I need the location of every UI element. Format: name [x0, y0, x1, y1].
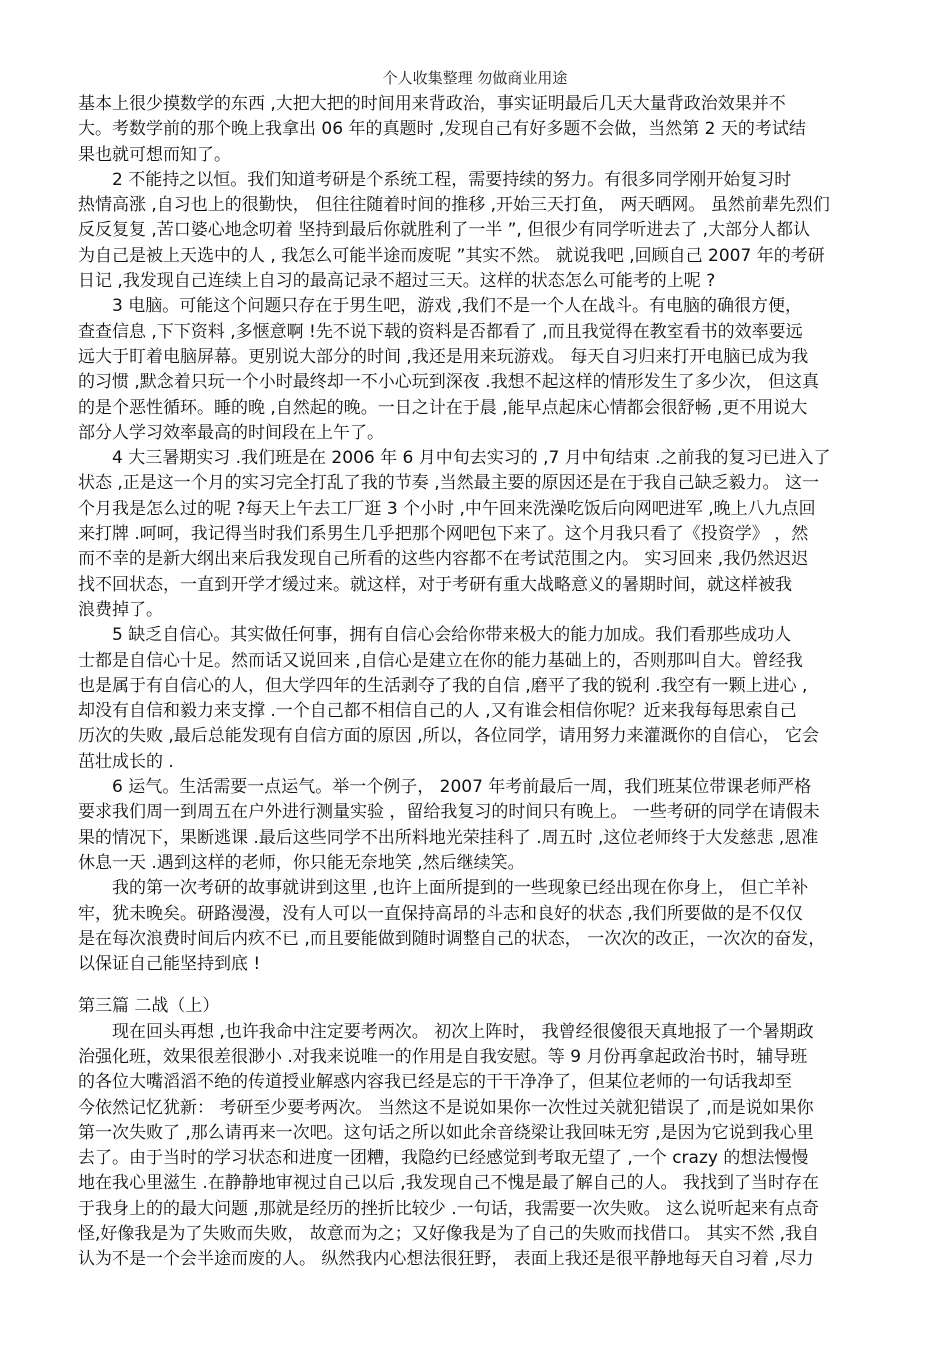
text-line: 状态 ,正是这一个月的实习完全打乱了我的节奏 ,当然最主要的原因还是在于我自己缺乏毅力。 这一	[78, 473, 820, 494]
text-line: 第一次失败了 ,那么请再来一次吧。这句话之所以如此余音绕梁让我回味无穷 ,是因为它说到我心里	[78, 1122, 814, 1143]
text-line: 为自己是被上天选中的人 , 我怎么可能半途而废呢 ”其实不然。 就说我吧 ,回顾自己 2007 年的考研	[78, 245, 825, 266]
text-line: 基本上很少摸数学的东西 ,大把大把的时间用来背政治，事实证明最后几天大量背政治效果并不	[78, 94, 786, 114]
text-line: 也是属于有自信心的人，但大学四年的生活剥夺了我的自信 ,磨平了我的锐利 .我空有一颗上进心 ,	[78, 675, 808, 696]
text-line: 而不幸的是新大纲出来后我发现自己所看的这些内容都不在考试范围之内。 实习回来 ,我仍然迟迟	[78, 549, 809, 570]
text-line: 去了。由于当时的学习状态和进度一团糟，我隐约已经感觉到考取无望了 ,一个 crazy 的想法慢慢	[78, 1148, 809, 1169]
text-line: 牢，犹未晚矣。研路漫漫，没有人可以一直保持高昂的斗志和良好的状态 ,我们所要做的是不仅仅	[78, 903, 803, 924]
text-line: 5 缺乏自信心。其实做任何事，拥有自信心会给你带来极大的能力加成。我们看那些成功人	[112, 625, 792, 646]
text-line: 于我身上的的最大问题 ,那就是经历的挫折比较少 .一句话，我需要一次失败。 这么说听起来有点奇	[78, 1198, 820, 1219]
text-line: 是在每次浪费时间后内疚不已 ,而且要能做到随时调整自己的状态， 一次次的改正，一次次的奋发，	[78, 928, 826, 949]
text-line: 怪,好像我是为了失败而失败， 故意而为之；又好像我是为了自己的失败而找借口。 其实不然 ,我自	[78, 1224, 820, 1245]
text-line: 士都是自信心十足。然而话又说回来 ,自信心是建立在你的能力基础上的，否则那叫自大。曾经我	[78, 650, 803, 671]
text-line: 果的情况下，果断逃课 .最后这些同学不出所料地光荣挂科了 .周五时 ,这位老师终于大发慈悲 ,恩准	[78, 827, 819, 848]
text-line: 4 大三暑期实习 .我们班是在 2006 年 6 月中旬去实习的 ,7 月中旬结束 .之前我的复习已进入了	[112, 448, 831, 469]
text-line: 休息一天 .遇到这样的老师，你只能无奈地笑 ,然后继续笑。	[78, 852, 525, 873]
text-line: 大。考数学前的那个晚上我拿出 06 年的真题时 ,发现自己有好多题不会做，当然第 2 天的考试结	[78, 119, 806, 140]
text-line: 的是个恶性循环。睡的晚 ,自然起的晚。一日之计在于晨 ,能早点起床心情都会很舒畅 ,更不用说大	[78, 397, 808, 418]
text-line: 日记 ,我发现自己连续上自习的最高记录不超过三天。这样的状态怎么可能考的上呢 ?	[78, 271, 716, 292]
text-line: 个月我是怎么过的呢 ?每天上午去工厂逛 3 个小时 ,中午回来洗澡吃饭后向网吧进军 ,晚上八九点回	[78, 498, 816, 519]
text-line: 地在我心里滋生 .在静静地审视过自己以后 ,我发现自己不愧是最了解自己的人。 我找到了当时存在	[78, 1173, 820, 1194]
text-line: 来打牌 .呵呵，我记得当时我们系男生几乎把那个网吧包下来了。这个月我只看了《投资学》 ，然	[78, 524, 809, 545]
text-line: 找不回状态，一直到开学才缓过来。就这样，对于考研有重大战略意义的暑期时间，就这样被我	[78, 574, 792, 595]
text-line: 果也就可想而知了。	[78, 144, 231, 165]
text-line: 认为不是一个会半途而废的人。 纵然我内心想法很狂野， 表面上我还是很平静地每天自习着 ,尽力	[78, 1249, 814, 1270]
text-line: 浪费掉了。	[78, 599, 163, 620]
text-line: 以保证自己能坚持到底 !	[78, 954, 261, 975]
text-line: 部分人学习效率最高的时间段在上午了。	[78, 422, 384, 443]
text-line: 要求我们周一到周五在户外进行测量实验 ，留给我复习的时间只有晚上。 一些考研的同学在请假未	[78, 802, 820, 823]
text-line: 今依然记忆犹新： 考研至少要考两次。 当然这不是说如果你一次性过关就犯错误了 ,而是说如果你	[78, 1097, 814, 1118]
section-heading: 第三篇 二战（上）	[78, 996, 220, 1017]
text-line: 的各位大嘴滔滔不绝的传道授业解惑内容我已经是忘的干干净净了，但某位老师的一句话我却至	[78, 1072, 792, 1093]
text-line: 热情高涨 ,自习也上的很勤快， 但往往随着时间的推移 ,开始三天打鱼， 两天晒网。 虽然前辈先烈们	[78, 195, 830, 216]
text-line: 的习惯 ,默念着只玩一个小时最终却一不小心玩到深夜 .我想不起这样的情形发生了多少次， 但这真	[78, 372, 820, 393]
text-line: 反反复复 ,苦口婆心地念叨着 坚持到最后你就胜利了一半 ”, 但很少有同学听进去了 ,大部分人都认	[78, 220, 811, 241]
text-line: 3 电脑。可能这个问题只存在于男生吧，游戏 ,我们不是一个人在战斗。有电脑的确很方便，	[112, 296, 803, 317]
text-line: 查查信息 ,下下资料 ,多惬意啊 !先不说下载的资料是否都看了 ,而且我觉得在教室看书的效率要远	[78, 321, 803, 342]
text-line: 治强化班，效果很差很渺小 .对我来说唯一的作用是自我安慰。等 9 月份再拿起政治书时，辅导班	[78, 1046, 808, 1067]
text-line: 历次的失败 ,最后总能发现有自信方面的原因 ,所以，各位同学，请用努力来灌溉你的自信心， 它会	[78, 726, 820, 747]
text-line: 远大于盯着电脑屏幕。更别说大部分的时间 ,我还是用来玩游戏。 每天自习归来打开电脑已成为我	[78, 346, 809, 367]
text-line: 我的第一次考研的故事就讲到这里 ,也许上面所提到的一些现象已经出现在你身上， 但亡羊补	[112, 878, 809, 899]
text-line: 现在回头再想 ,也许我命中注定要考两次。 初次上阵时， 我曾经很傻很天真地报了一个暑期政	[112, 1021, 814, 1042]
page-header: 个人收集整理 勿做商业用途	[382, 69, 568, 87]
text-line: 却没有自信和毅力来支撑 .一个自己都不相信自己的人 ,又有谁会相信你呢？近来我每每思索自己	[78, 701, 797, 722]
text-line: 2 不能持之以恒。我们知道考研是个系统工程，需要持续的努力。有很多同学刚开始复习时	[112, 169, 792, 190]
text-line: 茁壮成长的 .	[78, 751, 174, 772]
document-body	[78, 92, 878, 1273]
text-line: 6 运气。生活需要一点运气。举一个例子， 2007 年考前最后一周，我们班某位带课老师严格	[112, 777, 812, 798]
